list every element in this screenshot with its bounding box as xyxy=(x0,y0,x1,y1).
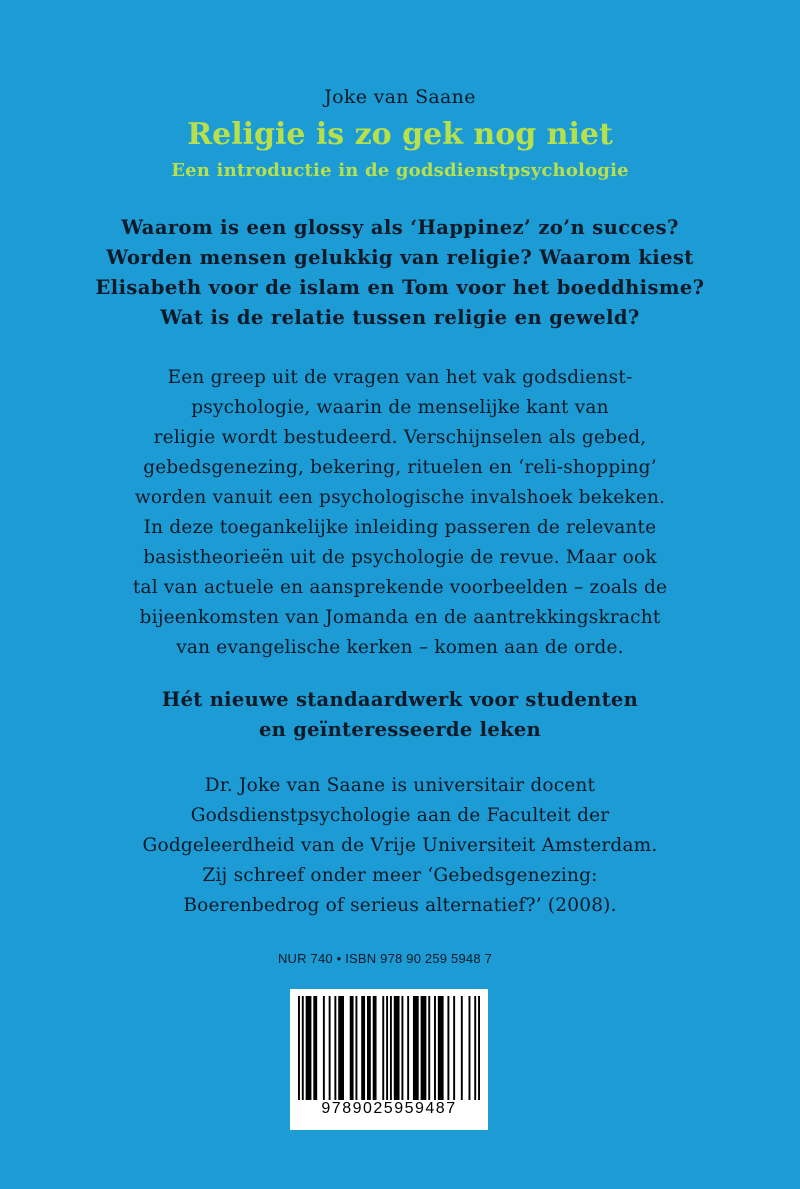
barcode-bar xyxy=(390,996,392,1100)
text-line: religie wordt bestudeerd. Verschijnselen als gebed, xyxy=(153,427,647,448)
question-paragraph xyxy=(0,213,800,333)
text-line: Elisabeth voor de islam en Tom voor het boeddhisme? xyxy=(95,276,705,299)
barcode-bar xyxy=(386,996,388,1100)
text-line: Wat is de relatie tussen religie en geweld? xyxy=(160,306,640,329)
text-line: psychologie, waarin de menselijke kant van xyxy=(191,397,609,418)
text-line: gebedsgenezing, bekering, rituelen en ‘reli-shopping’ xyxy=(143,457,657,478)
barcode xyxy=(290,989,488,1130)
tagline-paragraph xyxy=(0,685,800,745)
text-line: Zij schreef onder meer ‘Gebedsgenezing: xyxy=(202,865,598,886)
barcode-bar xyxy=(334,996,336,1100)
barcode-bar xyxy=(469,996,471,1100)
barcode-bar xyxy=(323,996,325,1100)
description-paragraph xyxy=(0,363,800,663)
barcode-bar xyxy=(413,996,419,1100)
text-line: en geïnteresseerde leken xyxy=(258,718,542,741)
barcode-bar xyxy=(367,996,371,1100)
barcode-bar xyxy=(338,996,344,1100)
barcode-bar xyxy=(407,996,409,1100)
barcode-bar xyxy=(447,996,449,1100)
barcode-bar xyxy=(350,996,354,1100)
barcode-bar xyxy=(478,996,480,1100)
author-name: Joke van Saane xyxy=(324,86,476,108)
text-line: bijeenkomsten van Jomanda en de aantrekkingskracht xyxy=(139,607,661,628)
text-line: Hét nieuwe standaardwerk voor studenten xyxy=(161,688,639,711)
text-line: basistheorieën uit de psychologie de revue. Maar ook xyxy=(143,547,657,568)
barcode-bar xyxy=(373,996,377,1100)
barcode-bars xyxy=(298,996,480,1100)
book-title: Religie is zo gek nog niet xyxy=(187,117,613,152)
barcode-bar xyxy=(461,996,463,1100)
text-line: In deze toegankelijke inleiding passeren de relevante xyxy=(143,517,657,538)
text-line: worden vanuit een psychologische invalshoek bekeken. xyxy=(134,487,666,508)
barcode-bar xyxy=(434,996,436,1100)
text-line: Godsdienstpsychologie aan de Faculteit der xyxy=(190,805,610,826)
book-subtitle: Een introductie in de godsdienstpsychologie xyxy=(171,160,629,181)
barcode-bar xyxy=(302,996,304,1100)
text-line: Een greep uit de vragen van het vak godsdienst- xyxy=(167,367,633,388)
barcode-number: 9789025959487 xyxy=(321,1100,457,1117)
barcode-bar xyxy=(306,996,312,1100)
text-line: van evangelische kerken – komen aan de orde. xyxy=(176,637,624,658)
text-line: Waarom is een glossy als ‘Happinez’ zo’n succes? xyxy=(121,216,679,239)
barcode-bar xyxy=(401,996,403,1100)
text-line: tal van actuele en aansprekende voorbeelden – zoals de xyxy=(132,577,668,598)
barcode-bar xyxy=(453,996,455,1100)
barcode-bar xyxy=(355,996,357,1100)
text-line: Godgeleerdheid van de Vrije Universiteit Amsterdam. xyxy=(142,835,658,856)
text-line: Dr. Joke van Saane is universitair docent xyxy=(204,775,596,796)
barcode-bar xyxy=(394,996,400,1100)
text-line: Worden mensen gelukkig van religie? Waarom kiest xyxy=(106,246,694,269)
barcode-bar xyxy=(438,996,444,1100)
barcode-bar xyxy=(474,996,476,1100)
barcode-bar xyxy=(382,996,384,1100)
isbn-line: NUR 740 • ISBN 978 90 259 5948 7 xyxy=(277,951,493,966)
barcode-bar xyxy=(313,996,317,1100)
barcode-bar xyxy=(421,996,427,1100)
barcode-bar xyxy=(361,996,365,1100)
barcode-bar xyxy=(298,996,300,1100)
text-line: Boerenbedrog of serieus alternatief?’ (2008). xyxy=(183,895,617,916)
author-bio-paragraph xyxy=(0,771,800,921)
barcode-bar xyxy=(329,996,331,1100)
barcode-bar xyxy=(428,996,430,1100)
